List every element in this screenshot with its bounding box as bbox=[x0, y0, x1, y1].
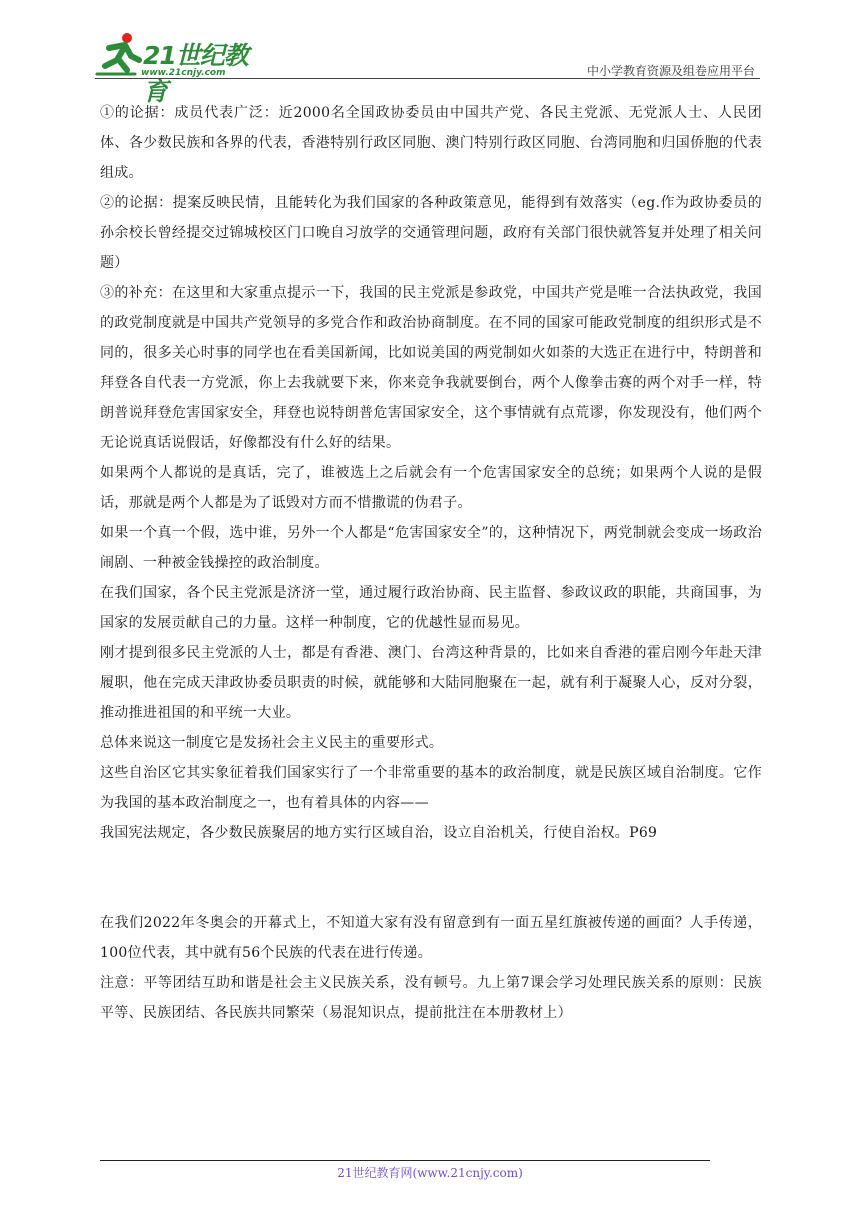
paragraph: 我国宪法规定，各少数民族聚居的地方实行区域自治，设立自治机关，行使自治权。P69 bbox=[100, 825, 658, 841]
footer-link[interactable]: 21世纪教育网(www.21cnjy.com) bbox=[337, 1166, 523, 1180]
paragraph: ③的补充：在这里和大家重点提示一下，我国的民主党派是参政党，中国共产党是唯一合法执政党，我国的政党制度就是中国共产党领导的多党合作和政治协商制度。在不同的国家可能政党制度的组织形式是不同的，很多关心时事的同学也在看美国新闻，比如说美国的两党制如火如荼的大选正在进行中，特朗普和拜登各自代表一方党派，你上去我就要下来，你来竞争我就要倒台，两个人像拳击赛的两个对手一样，特朗普说拜登危害国家安全，拜登也说特朗普危害国家安全，这个事情就有点荒谬，你发现没有，他们两个无论说真话说假话，好像都没有什么好的结果。 bbox=[100, 285, 762, 451]
header-divider bbox=[95, 78, 760, 79]
page-header bbox=[95, 22, 760, 106]
header-tagline: 中小学教育资源及组卷应用平台 bbox=[586, 64, 755, 78]
paragraph: 如果两个人都说的是真话，完了，谁被选上之后就会有一个危害国家安全的总统；如果两个人说的是假话，那就是两个人都是为了诋毁对方而不惜撒谎的伪君子。 bbox=[100, 465, 762, 511]
document-body bbox=[100, 98, 762, 1028]
runner-logo-icon bbox=[95, 30, 145, 78]
paragraph: 在我们2022年冬奥会的开幕式上，不知道大家有没有留意到有一面五星红旗被传递的画面？人手传递，100位代表，其中就有56个民族的代表在进行传递。 bbox=[100, 915, 762, 961]
site-logo[interactable] bbox=[95, 30, 265, 106]
logo-text: 21世纪教育 bbox=[143, 41, 248, 106]
paragraph: 刚才提到很多民主党派的人士，都是有香港、澳门、台湾这种背景的，比如来自香港的霍启刚今年赴天津履职，他在完成天津政协委员职责的时候，就能够和大陆同胞聚在一起，就有利于凝聚人心，反对分裂，推动推进祖国的和平统一大业。 bbox=[100, 645, 762, 721]
logo-url: www.21cnjy.com bbox=[141, 68, 226, 78]
paragraph: ②的论据：提案反映民情，且能转化为我们国家的各种政策意见，能得到有效落实（eg.作为政协委员的孙余校长曾经提交过锦城校区门口晚自习放学的交通管理问题，政府有关部门很快就答复并处理了相关问题） bbox=[100, 195, 762, 271]
paragraph: 如果一个真一个假，选中谁，另外一个人都是“危害国家安全”的，这种情况下，两党制就会变成一场政治闹剧、一种被金钱操控的政治制度。 bbox=[100, 525, 762, 571]
blank-space bbox=[100, 848, 762, 908]
paragraph: 在我们国家，各个民主党派是济济一堂，通过履行政治协商、民主监督、参政议政的职能，共商国事，为国家的发展贡献自己的力量。这样一种制度，它的优越性显而易见。 bbox=[100, 585, 762, 631]
paragraph: 注意：平等团结互助和谐是社会主义民族关系，没有顿号。九上第7课会学习处理民族关系的原则：民族平等、民族团结、各民族共同繁荣（易混知识点，提前批注在本册教材上） bbox=[100, 975, 762, 1021]
paragraph: ①的论据：成员代表广泛：近2000名全国政协委员由中国共产党、各民主党派、无党派人士、人民团体、各少数民族和各界的代表，香港特别行政区同胞、澳门特别行政区同胞、台湾同胞和归国侨胞的代表组成。 bbox=[100, 105, 762, 181]
footer-divider bbox=[100, 1160, 710, 1161]
paragraph: 这些自治区它其实象征着我们国家实行了一个非常重要的基本的政治制度，就是民族区域自治制度。它作为我国的基本政治制度之一，也有着具体的内容—— bbox=[100, 765, 762, 811]
paragraph: 总体来说这一制度它是发扬社会主义民主的重要形式。 bbox=[100, 735, 444, 751]
